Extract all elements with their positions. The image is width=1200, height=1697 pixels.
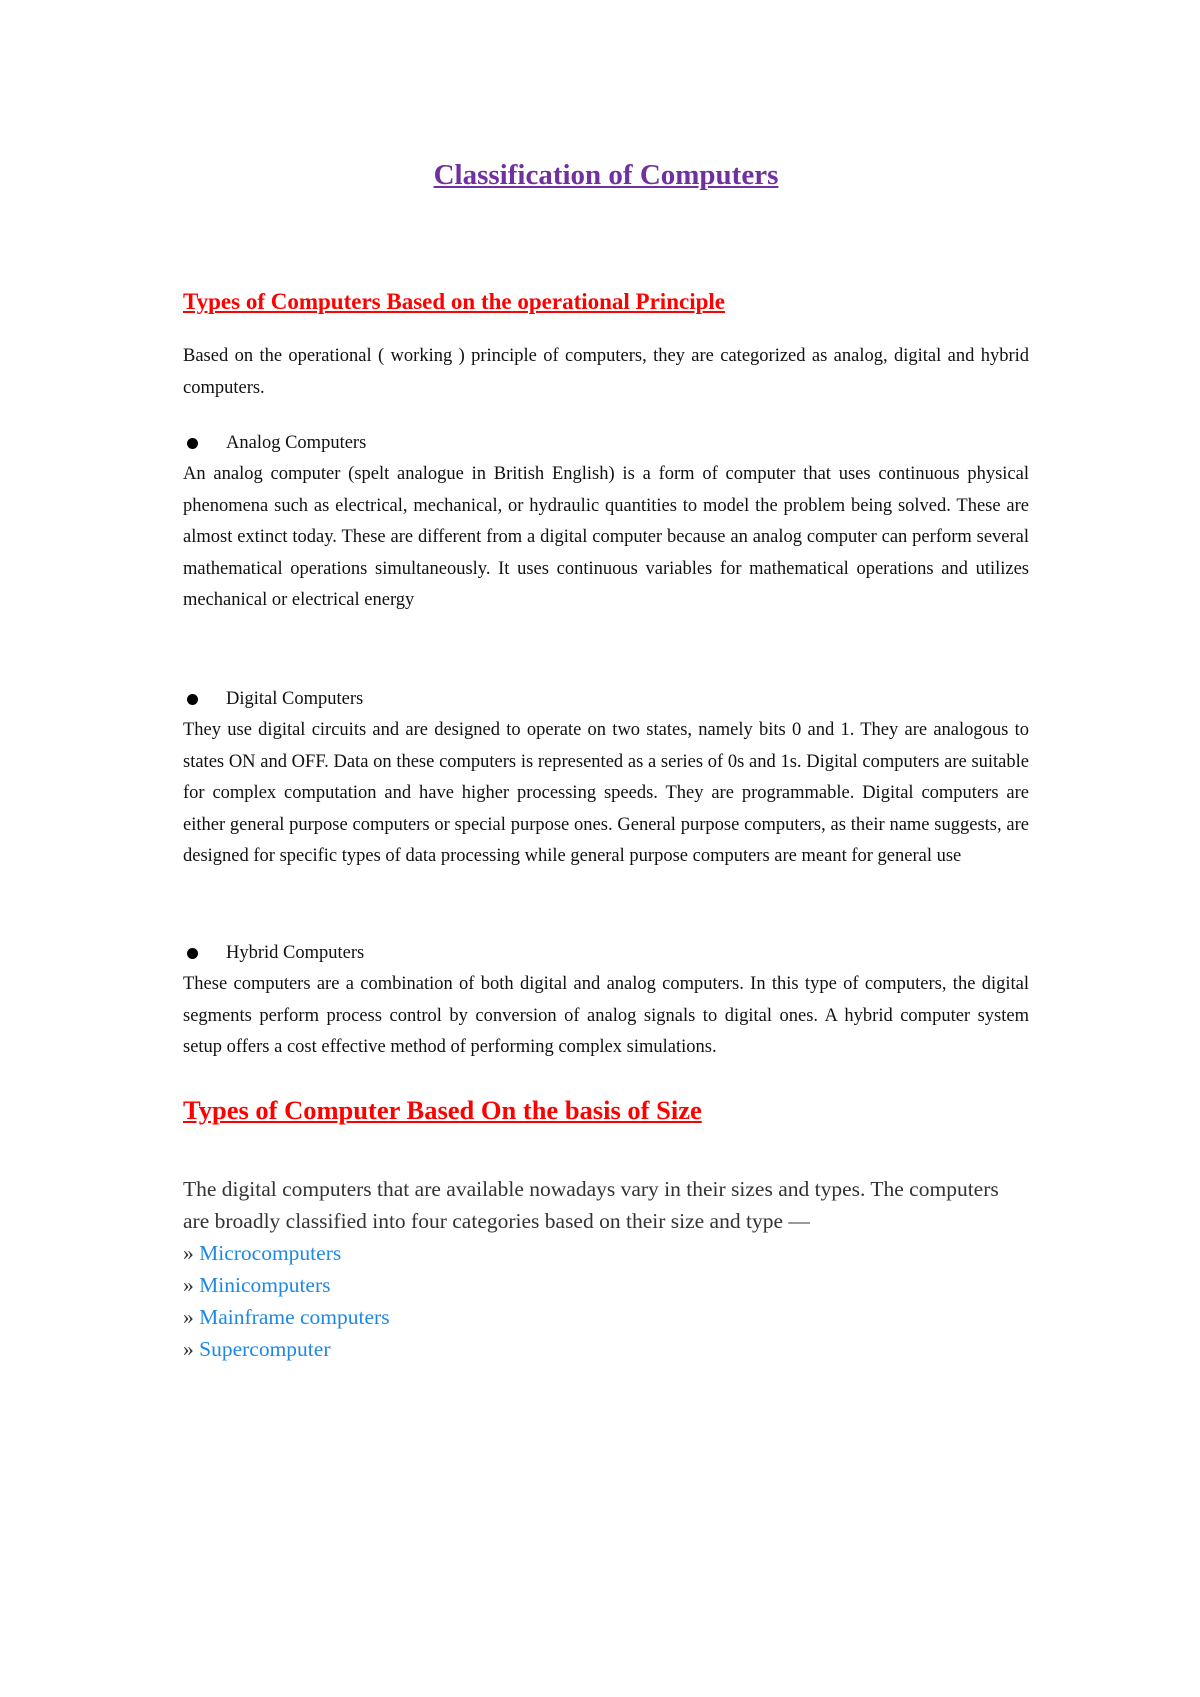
bullet-dot-icon	[187, 694, 198, 705]
bullet-item-analog	[183, 428, 366, 460]
list-marker: »	[183, 1305, 194, 1329]
operational-intro-paragraph: Based on the operational ( working ) principle of computers, they are categorized as analog, digital and hybrid computers.	[183, 346, 1029, 398]
section-heading-operational: Types of Computers Based on the operational Principle	[183, 289, 725, 314]
page-title: Classification of Computers	[433, 159, 779, 191]
bullet-dot-icon	[187, 948, 198, 959]
section-heading-size: Types of Computer Based On the basis of Size	[183, 1095, 702, 1125]
link-supercomputer[interactable]: Supercomputer	[199, 1337, 331, 1361]
link-mainframe-computers[interactable]: Mainframe computers	[199, 1305, 390, 1329]
digital-description: They use digital circuits and are designed to operate on two states, namely bits 0 and 1. They are analogous to states ON and OFF. Data on these computers is represented as a series of 0s and 1s. Digital computers are suitable for complex computation and have higher processing speeds. They are programmable. Digital computers are either general purpose computers or special purpose ones. General purpose computers, as their name suggests, are designed for specific types of data processing while general purpose computers are meant for general use	[183, 720, 1029, 866]
bullet-label-analog: Analog Computers	[226, 433, 367, 453]
analog-description: An analog computer (spelt analogue in British English) is a form of computer that uses continuous physical phenomena such as electrical, mechanical, or hydraulic quantities to model the problem being solved. These are almost extinct today. These are different from a digital computer because an analog computer can perform several mathematical operations simultaneously. It uses continuous variables for mathematical operations and utilizes mechanical or electrical energy	[183, 464, 1029, 610]
link-minicomputers[interactable]: Minicomputers	[199, 1273, 331, 1297]
bullet-label-hybrid: Hybrid Computers	[226, 943, 365, 963]
list-item	[183, 1237, 390, 1269]
list-item	[183, 1301, 390, 1333]
size-intro-paragraph: The digital computers that are available nowadays vary in their sizes and types. The computers are broadly classified into four categories based on their size and type —	[183, 1177, 999, 1233]
bullet-dot-icon	[187, 438, 198, 449]
list-item	[183, 1269, 390, 1301]
link-microcomputers[interactable]: Microcomputers	[199, 1241, 342, 1265]
hybrid-description: These computers are a combination of both digital and analog computers. In this type of computers, the digital segments perform process control by conversion of analog signals to digital ones. A hybrid computer system setup offers a cost effective method of performing complex simulations.	[183, 974, 1029, 1057]
list-item	[183, 1333, 390, 1365]
bullet-item-digital	[183, 684, 363, 716]
list-marker: »	[183, 1241, 194, 1265]
list-marker: »	[183, 1273, 194, 1297]
bullet-item-hybrid	[183, 938, 364, 970]
size-category-list	[183, 1237, 390, 1365]
bullet-label-digital: Digital Computers	[226, 689, 364, 709]
list-marker: »	[183, 1337, 194, 1361]
